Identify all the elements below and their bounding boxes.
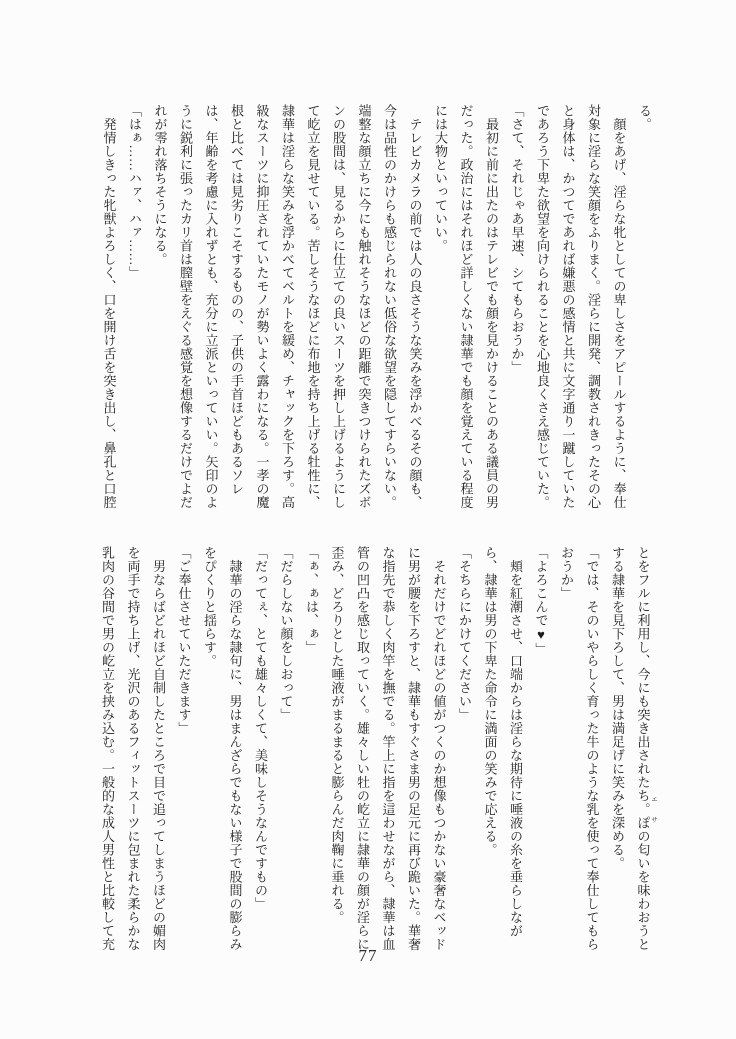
text-line: には大物といっていい。 <box>433 104 448 253</box>
text-line-with-ruby <box>630 546 657 966</box>
text-line: と身体は、かつてであれば嫌悪の感情と共に文字通り一蹴していた <box>560 104 576 509</box>
text-line: る。 <box>637 104 652 131</box>
text-line-dialogue: 「だらしない顔をしおって」 <box>278 546 294 722</box>
text-line: 根と比べては見劣りこそするものの、子供の手首ほどもあるソレ <box>229 104 244 496</box>
text-block-bottom <box>95 546 658 966</box>
text-line: テレビカメラの前では人の良さそうな笑みを浮かべるその顔も、 <box>407 104 423 509</box>
text-line-dialogue: 「よろこんで♥」 <box>533 546 549 656</box>
text-line: 頬を紅潮させ、口端からは淫らな期待に唾液の糸を垂らしなが <box>508 546 523 938</box>
text-line: 今は品性のかけらも感じられない低俗な欲望を隠してすらいない。 <box>382 104 397 509</box>
text-segment: とをフルに利用し、今にも突き出された <box>635 546 651 789</box>
text-line-dialogue: 「ぁ、ぁは、ぁ」 <box>304 546 319 654</box>
text-line: 顔をあげ、淫らな牝としての卑しさをアピールするように、奉仕 <box>611 104 627 509</box>
text-segment: の匂いを味わおうと <box>635 829 651 951</box>
text-line-dialogue: おうか」 <box>559 546 574 600</box>
text-line: 男ならばどれほど自制したところで目で追ってしまうほどの媚肉 <box>151 546 166 951</box>
text-block-top <box>96 104 657 524</box>
text-line: て屹立を見せている。苦しそうなほどに布地を持ち上げる牡性に、 <box>305 104 321 509</box>
text-line: に男が腰を下ろすと、隷華もすぐさま男の足元に再び跪いた。華奢 <box>406 546 421 951</box>
page-number: 77 <box>358 946 378 965</box>
text-line: であろう下卑た欲望を向けられることを心地良くさえ感じていた。 <box>535 104 550 509</box>
text-line: 歪み、どろりとした唾液がまるまると膨らんだ肉鞠に垂れる。 <box>329 546 345 924</box>
text-line: を両手で持ち上げ、光沢のあるフィットスーツに包まれた柔らかな <box>125 546 141 951</box>
text-line: だった。政治にはそれほど詳しくない隷華でも顔を覚えている程度 <box>458 104 474 509</box>
ruby-base: ち。ぽ <box>635 789 651 830</box>
text-line: 発情しきった牝獣よろしく、口を開け舌を突き出し、鼻孔と口腔 <box>101 104 117 509</box>
text-line: うに鋭利に張ったカリ首は膣壁をえぐる感覚を想像するだけでよだ <box>178 104 193 509</box>
text-line: 最初に前に出たのはテレビでも顔を見かけることのある議員の男 <box>484 104 499 509</box>
text-line: な指先で恭しく肉竿を撫でる。竿上に指を這わせながら、隷華は血 <box>380 546 396 951</box>
text-line: は、年齢を考慮に入れずとも、充分に立派といっていい。矢印のよ <box>203 104 219 509</box>
text-line: 対象に淫らな笑顔をふりまく。淫らに開発、調教されきったその心 <box>586 104 601 509</box>
text-line: 級なスーツに抑圧されていたモノが勢いよく露わになる。一孝の魔 <box>254 104 270 509</box>
text-line: れが零れ落ちそうになる。 <box>152 104 168 266</box>
text-line: 端整な顔立ちに今にも触れそうなほどの距離で突きつけられたズボ <box>356 104 372 509</box>
text-line: 管の凹凸を感じ取っていく。雄々しい牡の屹立に隷華の顔が淫らに <box>355 546 370 951</box>
text-line: 隷華は淫らな笑みを浮かべてベルトを緩め、チャックを下ろす。高 <box>280 104 295 509</box>
text-line: をぴくりと揺らす。 <box>202 546 217 668</box>
text-line: それだけでどれほどの値がつくのか想像もつかない豪奢なベッド <box>431 546 447 951</box>
censored-word-ruby <box>635 789 657 830</box>
text-line-dialogue: 「ご奉仕させていただきます」 <box>176 546 192 735</box>
text-line-dialogue: 「だってぇ、とても雄々しくて、美味しそうなんですもの」 <box>253 546 268 911</box>
text-line: する隷華を見下ろして、男は満足げに笑みを深める。 <box>610 546 625 870</box>
text-line: 乳肉の谷間で男の屹立を挟み込む。一般的な成人男性と比較して充 <box>100 546 115 951</box>
text-line-dialogue: 「では、そのいやらしく育った牛のような乳を使って奉仕してもら <box>584 546 600 951</box>
ruby-text: エサ <box>650 789 657 830</box>
text-line-dialogue: 「さて、それじゃあ早速、シてもらおうか」 <box>509 104 525 374</box>
text-line: ンの股間は、見るからに仕立ての良いスーツを押し上げるようにし <box>331 104 346 509</box>
text-line: 隷華の淫らな隷句に、男はまんざらでもない様子で股間の膨らみ <box>227 546 243 951</box>
text-line-dialogue: 「そちらにかけてください」 <box>457 546 472 722</box>
text-line: ら、隷華は男の下卑た命令に満面の笑みで応える。 <box>482 546 498 857</box>
text-line-dialogue: 「はぁ……ハァ、ハァ……」 <box>127 104 142 280</box>
